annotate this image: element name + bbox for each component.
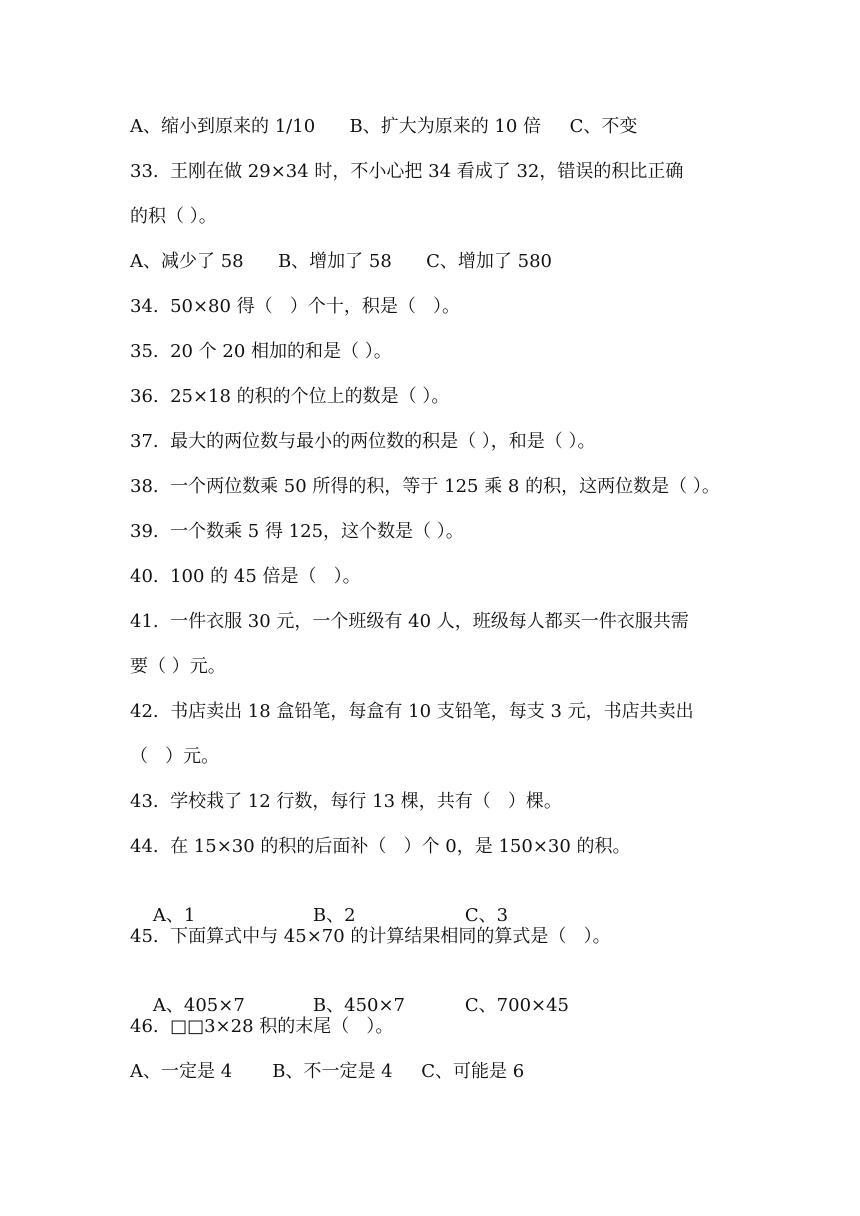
q44-option-a: A、1 bbox=[152, 905, 196, 926]
q44-option-b: B、2 bbox=[312, 905, 356, 926]
q42-text: 42. 书店卖出 18 盒铅笔，每盒有 10 支铅笔，每支 3 元，书店共卖出 bbox=[130, 701, 694, 722]
q33-text-cont: 的积（ ）。 bbox=[130, 206, 217, 227]
q45-option-c: C、700×45 bbox=[464, 995, 570, 1016]
q34-text: 34. 50×80 得（ ）个十，积是（ ）。 bbox=[130, 296, 461, 317]
q35-text: 35. 20 个 20 相加的和是（ ）。 bbox=[130, 341, 392, 362]
q37-text: 37. 最大的两位数与最小的两位数的积是（ ），和是（ ）。 bbox=[130, 431, 596, 452]
q42-text-cont: （ ）元。 bbox=[130, 746, 220, 767]
q45-text: 45. 下面算式中与 45×70 的计算结果相同的算式是（ ）。 bbox=[130, 926, 611, 947]
q46-text: 46. □□3×28 积的末尾（ ）。 bbox=[130, 1016, 394, 1037]
q43-text: 43. 学校栽了 12 行数，每行 13 棵，共有（ ）棵。 bbox=[130, 791, 562, 812]
q46-options: A、一定是 4 B、不一定是 4 C、可能是 6 bbox=[130, 1061, 525, 1082]
q45-option-a: A、405×7 bbox=[152, 995, 245, 1016]
q41-text: 41. 一件衣服 30 元，一个班级有 40 人，班级每人都买一件衣服共需 bbox=[130, 611, 689, 632]
q44-text: 44. 在 15×30 的积的后面补（ ）个 0，是 150×30 的积。 bbox=[130, 836, 631, 857]
q33-options: A、减少了 58 B、增加了 58 C、增加了 580 bbox=[130, 251, 552, 272]
q45-options bbox=[130, 970, 760, 1016]
q39-text: 39. 一个数乘 5 得 125，这个数是（ ）。 bbox=[130, 521, 464, 542]
q40-text: 40. 100 的 45 倍是（ ）。 bbox=[130, 566, 361, 587]
q33-text: 33. 王刚在做 29×34 时，不小心把 34 看成了 32，错误的积比正确 bbox=[130, 161, 684, 182]
q38-text: 38. 一个两位数乘 50 所得的积，等于 125 乘 8 的积，这两位数是（ ）。 bbox=[130, 476, 720, 497]
q36-text: 36. 25×18 的积的个位上的数是（ ）。 bbox=[130, 386, 450, 407]
q44-option-c: C、3 bbox=[464, 905, 509, 926]
q45-option-b: B、450×7 bbox=[312, 995, 406, 1016]
q41-text-cont: 要（ ）元。 bbox=[130, 656, 226, 677]
q32-options: A、缩小到原来的 1/10 B、扩大为原来的 10 倍 C、不变 bbox=[130, 116, 638, 137]
q44-options bbox=[130, 880, 760, 926]
